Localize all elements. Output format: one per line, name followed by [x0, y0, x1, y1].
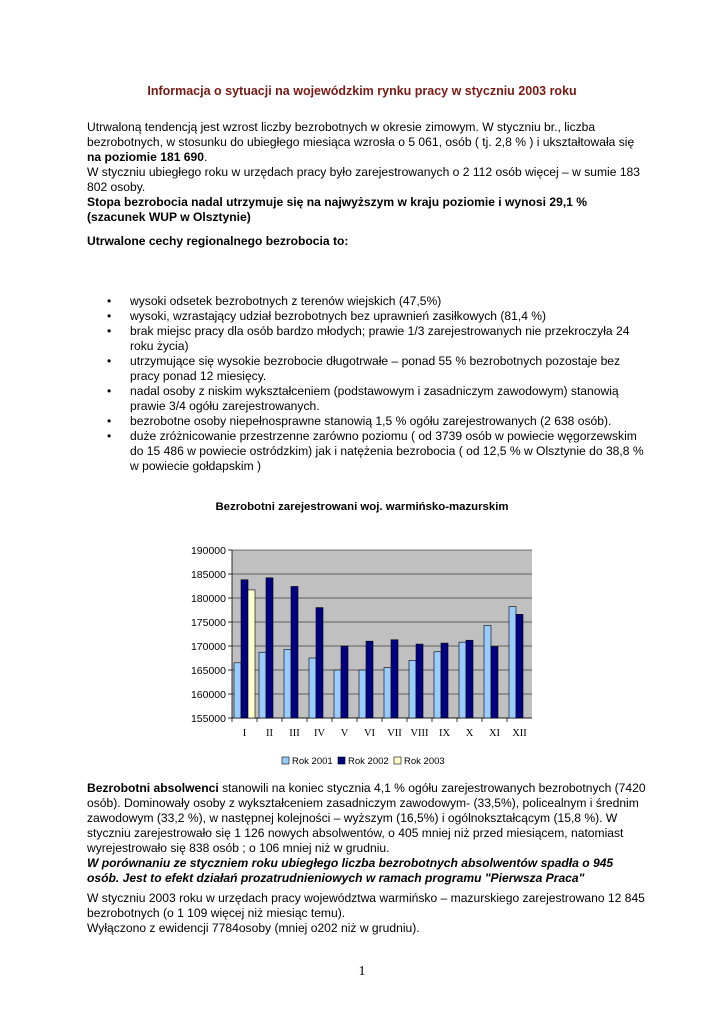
legend-label: Rok 2002 [348, 756, 389, 767]
graduates-lead: Bezrobotni absolwenci [87, 781, 219, 795]
y-tick-label: 180000 [190, 593, 226, 605]
legend-label: Rok 2001 [292, 756, 333, 767]
legend-swatch [394, 757, 401, 764]
x-tick-label: VII [387, 728, 402, 739]
graduates-paragraph [87, 781, 647, 886]
bar-rok-2001 [434, 652, 441, 718]
y-tick-label: 155000 [190, 713, 226, 725]
list-item: • bezrobotne osoby niepełnosprawne stanowią 1,5 % ogółu zarejestrowanych (2 638 osób). [87, 414, 647, 429]
page-title: Informacja o sytuacji na wojewódzkim rynku pracy w styczniu 2003 roku [147, 84, 577, 98]
intro-level-value: na poziomie 181 690 [87, 150, 204, 164]
bar-rok-2002 [466, 640, 473, 718]
bar-rok-2001 [484, 625, 491, 718]
chart-title: Bezrobotni zarejestrowani woj. warmińsko-mazurskim [215, 501, 509, 513]
bar-rok-2003 [248, 590, 255, 718]
deregistered-text: Wyłączono z ewidencji 7784osoby (mniej o202 niż w grudniu). [87, 921, 420, 935]
x-tick-label: IX [438, 728, 451, 739]
bar-rok-2002 [266, 578, 273, 718]
x-tick-label: XI [488, 728, 501, 739]
x-tick-label: XII [512, 728, 527, 739]
bar-rok-2002 [291, 586, 298, 718]
list-item: • wysoki odsetek bezrobotnych z terenów wiejskich (47,5%) [87, 294, 647, 309]
y-tick-label: 175000 [190, 617, 226, 629]
y-tick-label: 170000 [190, 641, 226, 653]
intro-paragraph [87, 120, 647, 225]
list-item: • utrzymujące się wysokie bezrobocie długotrwałe – ponad 55 % bezrobotnych pozostaje bez pracy ponad 12 miesięcy. [87, 354, 647, 384]
registered-text: W styczniu 2003 roku w urzędach pracy województwa warmińsko – mazurskiego zarejestrowano 12 845 bezrobotnych (o 1 109 więcej niż miesiąc temu). [87, 891, 645, 920]
bar-rok-2001 [459, 642, 466, 718]
intro-period: . [203, 150, 208, 164]
legend-swatch [338, 757, 345, 764]
features-list [87, 294, 647, 474]
bar-rok-2002 [491, 646, 498, 718]
list-item: • duże zróżnicowanie przestrzenne zarówno poziomu ( od 3739 osób w powiecie węgorzewskim do 15 486 w powiecie ostródzkim) jak i natężenia bezrobocia ( od 12,5 % w Olsztynie do 38,8 % w powiecie gołdapskim ) [87, 429, 647, 474]
bar-rok-2001 [509, 607, 516, 718]
bar-rok-2001 [384, 668, 391, 718]
bar-rok-2001 [259, 652, 266, 718]
x-tick-label: II [266, 728, 273, 739]
y-tick-label: 160000 [190, 689, 226, 701]
x-tick-label: X [465, 728, 474, 739]
graduates-comparison: W porównaniu ze styczniem roku ubiegłego liczba bezrobotnych absolwentów spadła o 945 osób. Jest to efekt działań prozatrudnieniowych w ramach programu "Pierwsza Praca" [87, 856, 614, 885]
bar-rok-2001 [334, 670, 341, 718]
intro-comparison-text: W styczniu ubiegłego roku w urzędach pracy było zarejestrowanych o 2 112 osób więcej – w sumie 183 802 osoby. [87, 165, 641, 194]
bar-rok-2002 [416, 644, 423, 718]
bar-rok-2002 [391, 640, 398, 718]
bar-rok-2002 [241, 580, 248, 718]
x-tick-label: VI [363, 728, 376, 739]
bar-rok-2002 [341, 646, 348, 718]
intro-text: Utrwaloną tendencją jest wzrost liczby bezrobotnych w okresie zimowym. W styczniu br., liczba bezrobotnych, w stosunku do ubiegłego miesiąca wzrosła o 5 061, osób ( tj. 2,8 % ) i ukształtowała się [87, 120, 635, 149]
graduates-text: stanowili na koniec stycznia 4,1 % ogółu zarejestrowanych bezrobotnych (7420 osób). Dominowały osoby z wykształceniem zasadniczym zawodowym- (33,5%), policealnym i średnim zawodowym (33,2 %), w następnej kolejności – wyższym (16,5%) i ogólnokształcącym (15,8 %). W styczniu zarejestrowało się 1 126 nowych absolwentów, o 405 mniej niż przed miesiącem, natomiast wyrejestrowało się 838 osób ; o 106 mniej niż w grudniu. [87, 781, 646, 855]
bar-rok-2002 [316, 608, 323, 718]
x-tick-label: VIII [410, 728, 429, 739]
y-tick-label: 185000 [190, 569, 226, 581]
x-tick-label: IV [313, 728, 326, 739]
list-item: • wysoki, wzrastający udział bezrobotnych bez uprawnień zasiłkowych (81,4 %) [87, 309, 647, 324]
y-tick-label: 190000 [190, 545, 226, 557]
legend-label: Rok 2003 [404, 756, 445, 767]
bar-rok-2002 [366, 641, 373, 718]
legend-swatch [282, 757, 289, 764]
x-tick-label: I [242, 728, 247, 739]
features-heading: Utrwalone cechy regionalnego bezrobocia to: [87, 234, 349, 248]
closing-paragraph [87, 891, 647, 936]
list-item: • brak miejsc pracy dla osób bardzo młodych; prawie 1/3 zarejestrowanych nie przekroczyła 24 roku życia) [87, 324, 647, 354]
bar-rok-2001 [409, 660, 416, 718]
y-tick-label: 165000 [190, 665, 226, 677]
bar-rok-2001 [359, 670, 366, 718]
unemployment-rate-text: Stopa bezrobocia nadal utrzymuje się na najwyższym w kraju poziomie i wynosi 29,1 % (szacunek WUP w Olsztynie) [87, 195, 588, 224]
bar-rok-2001 [234, 663, 241, 718]
unemployment-bar-chart [160, 538, 560, 770]
bar-rok-2002 [516, 614, 523, 718]
x-tick-label: III [289, 728, 300, 739]
list-item: • nadal osoby z niskim wykształceniem (podstawowym i zasadniczym zawodowym) stanowią prawie 3/4 ogółu zarejestrowanych. [87, 384, 647, 414]
bar-rok-2001 [284, 649, 291, 718]
bar-rok-2001 [309, 658, 316, 718]
bar-rok-2002 [441, 643, 448, 718]
x-tick-label: V [340, 728, 349, 739]
page-number: 1 [358, 964, 366, 979]
